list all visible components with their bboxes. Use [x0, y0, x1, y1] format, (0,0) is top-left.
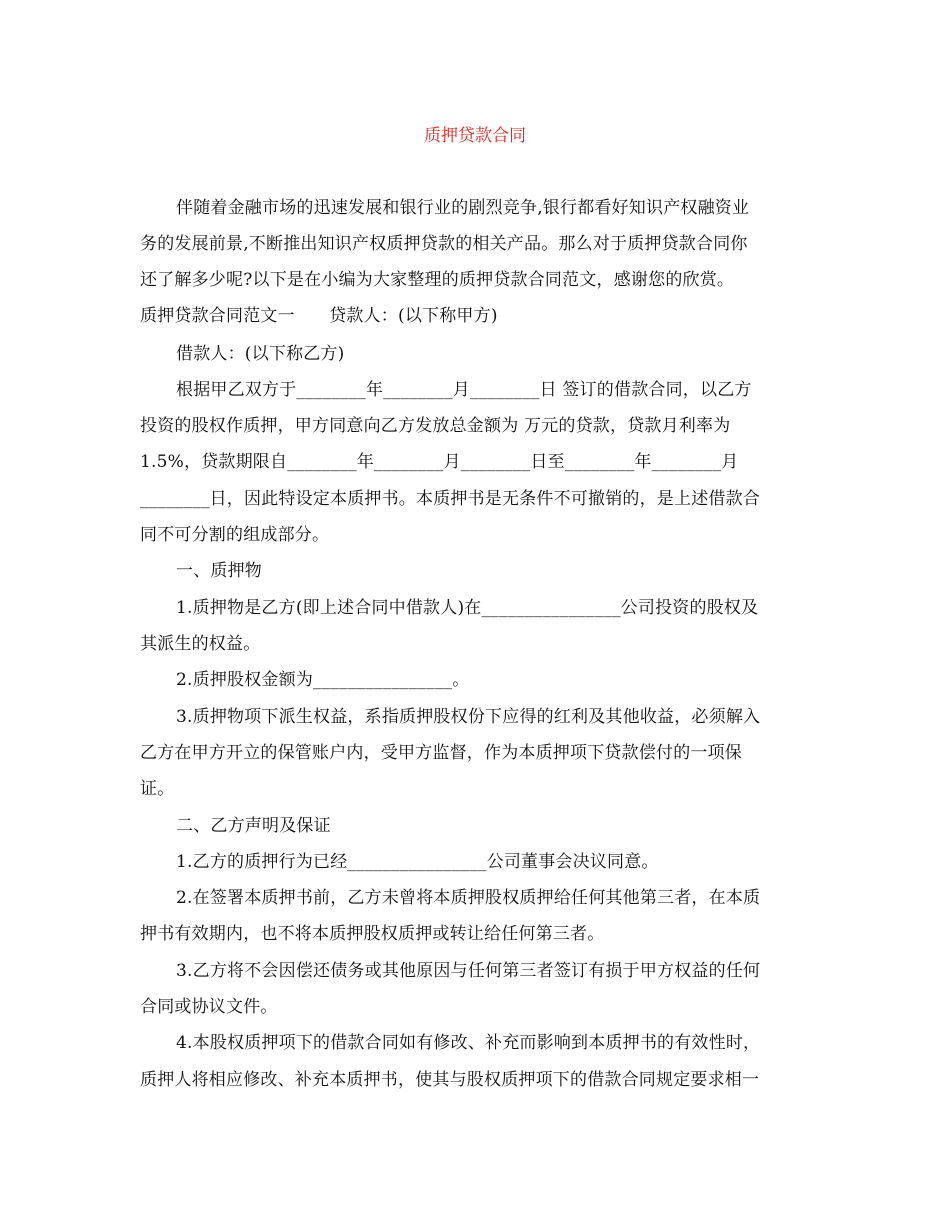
- paragraph-line: 质押人将相应修改、补充本质押书，使其与股权质押项下的借款合同规定要求相一: [140, 1070, 760, 1090]
- paragraph-line: 务的发展前景,不断推出知识产权质押贷款的相关产品。那么对于质押贷款合同你: [140, 234, 748, 254]
- paragraph-line: 其派生的权益。: [140, 634, 261, 654]
- paragraph-line: 根据甲乙双方于________年________月________日 签订的借款合同，以乙方: [176, 380, 752, 400]
- paragraph-line: 2.在签署本质押书前，乙方未曾将本质押股权质押给任何其他第三者，在本质: [176, 888, 761, 908]
- paragraph-line: 乙方在甲方开立的保管账户内，受甲方监督，作为本质押项下贷款偿付的一项保: [140, 743, 742, 763]
- section-heading: 一、质押物: [176, 561, 262, 581]
- paragraph-line: ________日，因此特设定本质押书。本质押书是无条件不可撤销的，是上述借款合: [140, 489, 760, 509]
- paragraph-line: 伴随着金融市场的迅速发展和银行业的剧烈竞争,银行都看好知识产权融资业: [176, 198, 750, 218]
- paragraph-line: 1.乙方的质押行为已经________________公司董事会决议同意。: [176, 852, 659, 872]
- paragraph-line: 1.质押物是乙方(即上述合同中借款人)在________________公司投资的股权及: [176, 598, 759, 618]
- section-heading: 二、乙方声明及保证: [176, 816, 331, 836]
- paragraph-line: 1.5%，贷款期限自________年________月________日至________年________月: [140, 452, 739, 472]
- paragraph-line: 质押贷款合同范文一 贷款人：(以下称甲方): [140, 306, 498, 326]
- paragraph-line: 借款人：(以下称乙方): [176, 344, 345, 364]
- document-title: 质押贷款合同: [424, 126, 526, 146]
- paragraph-line: 4.本股权质押项下的借款合同如有修改、补充而影响到本质押书的有效性时，: [176, 1033, 761, 1053]
- paragraph-line: 还了解多少呢?以下是在小编为大家整理的质押贷款合同范文，感谢您的欣赏。: [140, 270, 735, 290]
- paragraph-line: 投资的股权作质押，甲方同意向乙方发放总金额为 万元的贷款，贷款月利率为: [140, 416, 731, 436]
- paragraph-line: 3.乙方将不会因偿还债务或其他原因与任何第三者签订有损于甲方权益的任何: [176, 961, 761, 981]
- paragraph-line: 2.质押股权金额为________________。: [176, 670, 470, 690]
- paragraph-line: 3.质押物项下派生权益，系指质押股权份下应得的红利及其他收益，必须解入: [176, 707, 761, 727]
- paragraph-line: 证。: [140, 779, 175, 799]
- paragraph-line: 合同或协议文件。: [140, 997, 278, 1017]
- paragraph-line: 押书有效期内，也不将本质押股权质押或转让给任何第三者。: [140, 924, 605, 944]
- paragraph-line: 同不可分割的组成部分。: [140, 525, 330, 545]
